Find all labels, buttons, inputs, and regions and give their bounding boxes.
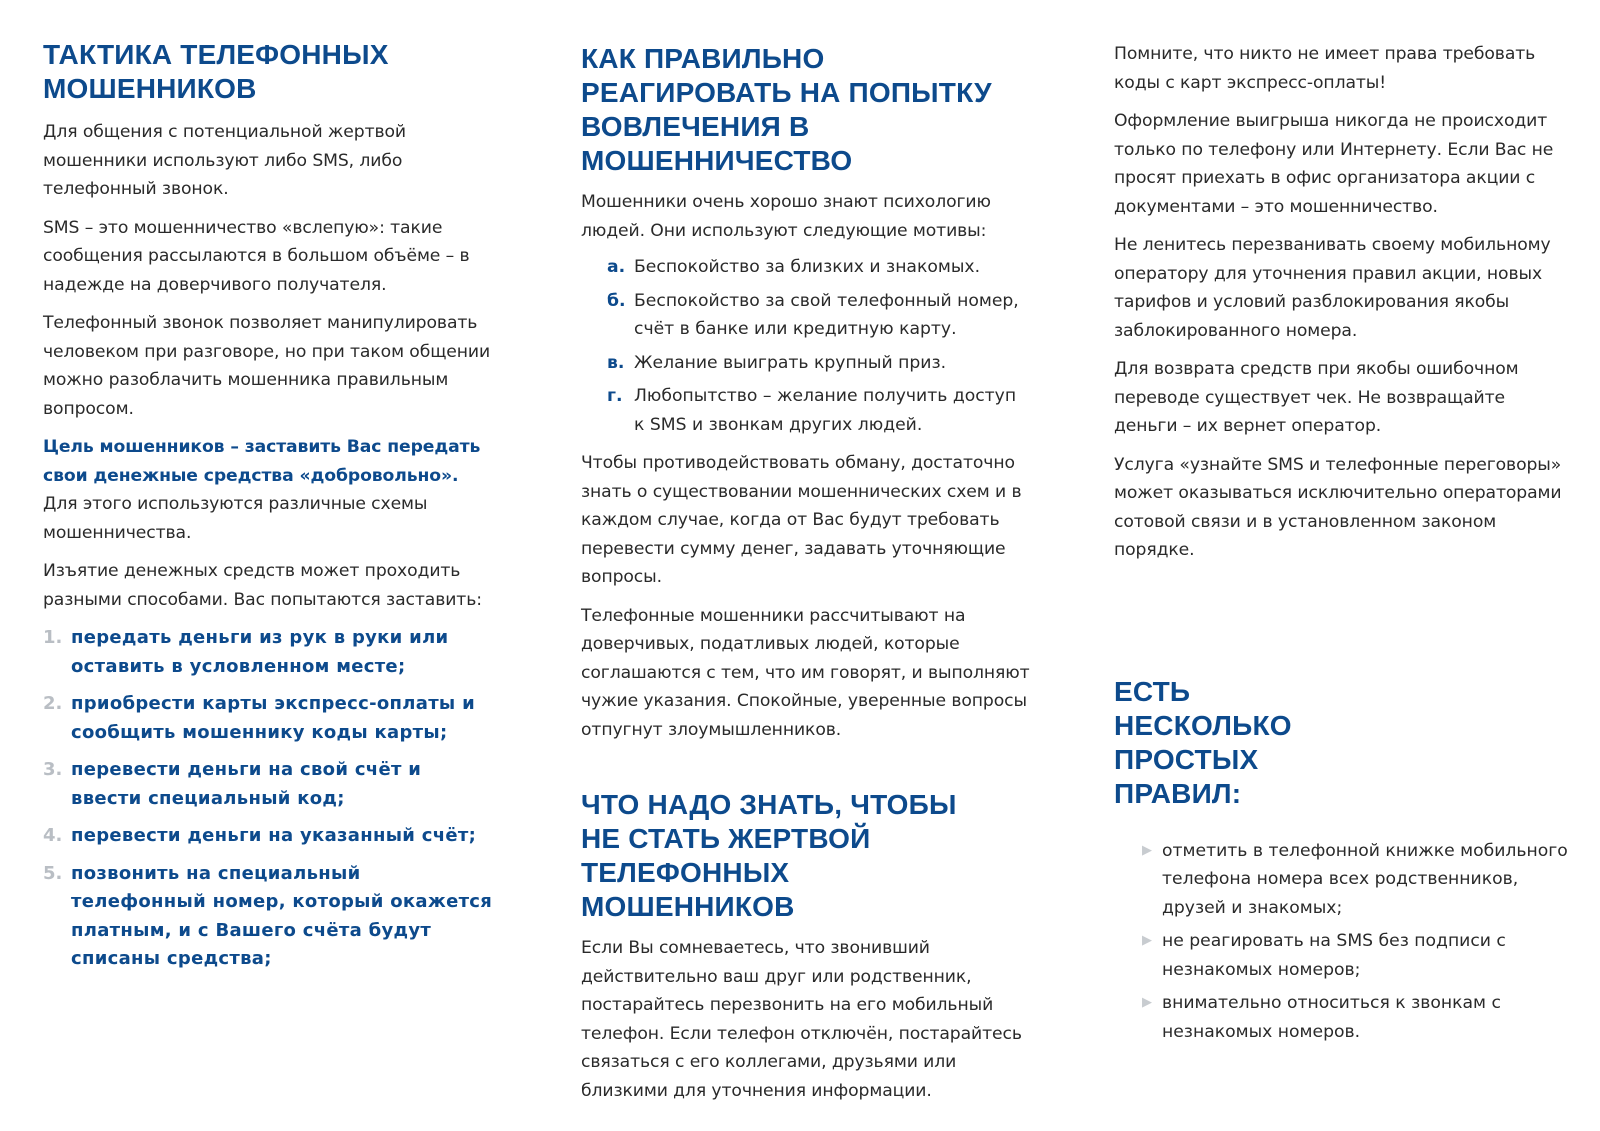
section-title-react: КАК ПРАВИЛЬНО РЕАГИРОВАТЬ НА ПОПЫТКУ ВОВЛЕЧЕНИЯ В МОШЕННИЧЕСТВО [581,43,992,176]
list-text: Беспокойство за свой телефонный номер, счёт в банке или кредитную карту. [634,290,1019,339]
list-item [43,860,493,974]
list-number: 3. [43,759,63,780]
list-item [1142,927,1569,984]
paragraph: Услуга «узнайте SMS и телефонные переговоры» может оказываться исключительно операторами сотовой связи и в установленном законом порядке. [1114,454,1562,560]
section-title-what-to-know: ЧТО НАДО ЗНАТЬ, ЧТОБЫ НЕ СТАТЬ ЖЕРТВОЙ ТЕЛЕФОННЫХ МОШЕННИКОВ [581,789,957,922]
list-item [607,349,1031,378]
list-item [43,624,493,681]
list-text: передать деньги из рук в руки или оставить в условленном месте; [71,627,449,677]
paragraph-goal [43,433,493,547]
section-title-rules: ЕСТЬ НЕСКОЛЬКО ПРОСТЫХ ПРАВИЛ: [1114,675,1292,809]
list-text: позвонить на специальный телефонный номер, который окажется платным, и с Вашего счёта будут списаны средства; [71,862,493,969]
list-letter: а. [607,257,626,277]
paragraph: Помните, что никто не имеет права требовать коды с карт экспресс-оплаты! [1114,44,1536,93]
paragraph-rest: Для этого используются различные схемы мошенничества. [43,494,428,543]
paragraph: Телефонный звонок позволяет манипулировать человеком при разговоре, но при таком общении можно разоблачить мошенника правильным вопросом. [43,313,491,419]
list-number: 2. [43,693,63,714]
list-item [43,690,493,747]
list-item [43,822,493,851]
list-item [43,756,493,813]
paragraph: Изъятие денежных средств может проходить разными способами. Вас попытаются заставить: [43,561,482,610]
list-number: 4. [43,825,63,846]
column-how-to-react [581,42,1031,1105]
list-text: перевести деньги на указанный счёт; [71,825,477,846]
list-number: 5. [43,862,63,884]
list-letter: г. [607,386,623,406]
paragraph: Оформление выигрыша никогда не происходит только по телефону или Интернету. Если Вас не просят приехать в офис организатора акции с документами – это мошенничество. [1114,111,1554,217]
list-item [1142,989,1569,1046]
list-text: не реагировать на SMS без подписи с незнакомых номеров; [1162,931,1506,980]
list-text: приобрести карты экспресс-оплаты и сообщить мошеннику коды карты; [71,693,475,743]
triangle-right-icon: ▶ [1142,933,1152,948]
rules-list [1142,837,1569,1047]
paragraph: Мошенники очень хорошо знают психологию людей. Они используют следующие мотивы: [581,192,991,241]
paragraph: Не ленитесь перезванивать своему мобильному оператору для уточнения правил акции, новых тарифов и условий разблокирования якобы заблокированного номера. [1114,235,1551,341]
list-item [607,382,1031,439]
motives-list [607,253,1031,439]
column-fraud-tactics [43,38,493,983]
list-letter: в. [607,352,625,373]
list-text: перевести деньги на свой счёт и ввести специальный код; [71,759,422,809]
paragraph: Для возврата средств при якобы ошибочном переводе существует чек. Не возвращайте деньги – их вернет оператор. [1114,359,1519,436]
list-text: отметить в телефонной книжке мобильного телефона номера всех родственников, друзей и знакомых; [1162,840,1568,918]
paragraph: Для общения с потенциальной жертвой мошенники используют либо SMS, либо телефонный звонок. [43,122,406,199]
paragraph: SMS – это мошенничество «вслепую»: такие сообщения рассылаются в большом объёме – в надежде на доверчивого получателя. [43,217,470,295]
section-title-tactics: ТАКТИКА ТЕЛЕФОННЫХ МОШЕННИКОВ [43,39,389,104]
triangle-right-icon: ▶ [1142,995,1152,1010]
highlight-text: Цель мошенников – заставить Вас передать свои денежные средства «добровольно». [43,437,481,486]
list-item [1142,837,1569,923]
column-reminders [1114,40,1569,1051]
triangle-right-icon: ▶ [1142,842,1152,858]
numbered-list [43,624,493,974]
list-text: Беспокойство за близких и знакомых. [634,257,981,277]
paragraph: Если Вы сомневаетесь, что звонивший действительно ваш друг или родственник, постарайтесь перезвонить на его мобильный телефон. Если телефон отключён, постарайтесь связаться с его коллегами, друзьями или близкими для уточнения информации. [581,938,1022,1101]
paragraph: Чтобы противодействовать обману, достаточно знать о существовании мошеннических схем и в каждом случае, когда от Вас будут требовать перевести сумму денег, задавать уточняющие вопросы. [581,453,1022,587]
paragraph: Телефонные мошенники рассчитывают на доверчивых, податливых людей, которые соглашаются с тем, что им говорят, и выполняют чужие указания. Спокойные, уверенные вопросы отпугнут злоумышленников. [581,605,1030,740]
list-item [607,287,1031,344]
list-letter: б. [607,290,626,311]
list-text: Любопытство – желание получить доступ к SMS и звонкам других людей. [634,386,1017,435]
list-text: внимательно относиться к звонкам с незнакомых номеров. [1162,993,1501,1042]
list-text: Желание выиграть крупный приз. [634,352,947,373]
list-number: 1. [43,627,63,648]
list-item [607,253,1031,282]
